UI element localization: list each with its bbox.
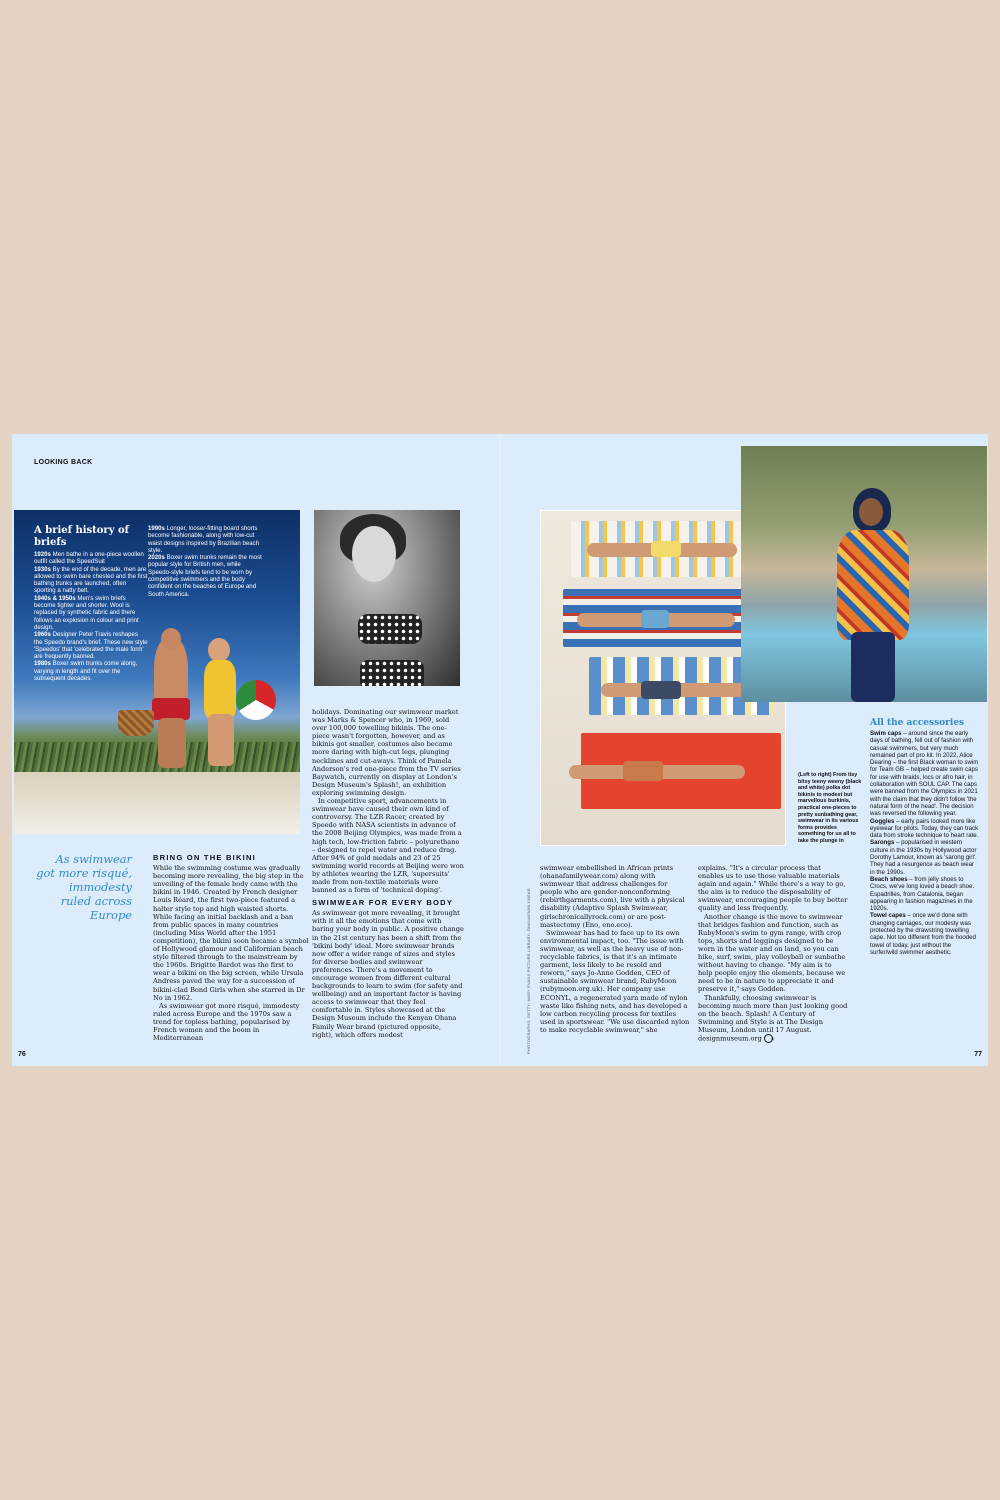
accessories-title: All the accessories: [870, 718, 965, 728]
history-entry: 1980s Boxer swim trunks come along, varying in length and fit over the subsequent decades.: [34, 660, 138, 683]
sand: [14, 772, 300, 834]
history-entry: 2020s Boxer swim trunks remain the most popular style for British men, while Speedo-style briefs tend to be worn by competitive swimmers and the body confident on the beaches of Europe and South America.: [148, 554, 262, 598]
history-entry: 1930s By the end of the decade, men are allowed to swim bare chested and the first bathing trunks are launched, often sporting a natty belt.: [34, 565, 148, 595]
dune-grass: [14, 742, 300, 772]
accessory-item: Swim caps – around since the early days of bathing, fell out of fashion with casual swimmers, but very much remained part of pro kit. In 2022, Alice Dearing – the first Black woman to swim for Team GB – helped create swim caps for use with braids, locs or afro hair, in collaboration with SOUL CAP. The caps were banned from the Olympics in 2021 with the claim that they didn't follow 'the natural form of the head'. The decision was reversed the following year.: [870, 730, 979, 818]
subhead-every-body: SWIMWEAR FOR EVERY BODY: [312, 898, 454, 908]
man-legs: [158, 718, 186, 768]
history-entry: 1960s Designer Peter Travis reshapes the Speedo brand's brief. These new style 'Speedos' that 'celebrated the male form' are frequently banned.: [34, 631, 148, 661]
beach-ball: [236, 680, 276, 720]
magazine-spread: [12, 434, 988, 1066]
spine-gutter: [499, 434, 501, 1066]
pull-quote: As swimwear got more risqué, immodesty ruled across Europe: [36, 852, 132, 922]
polka-dot-top: [358, 614, 422, 644]
accessory-item: Goggles – early pairs looked more like eyewear for pilots. Today, they can track data from stroke technique to heart rate.: [870, 817, 979, 840]
history-entry: 1990s Longer, looser-fitting board shorts become fashionable, along with low-cut waist designs inspired by Brazilian beach style.: [148, 525, 260, 554]
article-column-3: [540, 864, 690, 1034]
leggings: [851, 632, 895, 702]
man-head: [161, 628, 181, 650]
swimsuit: [651, 541, 681, 557]
burkini-photo: [741, 446, 987, 702]
red-trunks: [152, 698, 190, 720]
photo-caption: (Left to right) From itsy bitsy teeny weeny (black and white) polka dot bikinis to modest but marvellous burkinis, practical one-pieces to pretty sunbathing gear, swimwear in its various forms provides something for us all to take the plunge in: [798, 772, 862, 844]
accessory-item: Beach shoes – from jelly shoes to Crocs, we've long loved a beach shoe. Espadrilles, from Catalonia, began appearing in fashion magazines in the 1920s.: [870, 875, 975, 913]
paragraph: As swimwear got more risqué, immodesty ruled across Europe and the 1970s saw a trend for topless bathing, popularised by French women and the boom in Mediterranean: [153, 1001, 300, 1043]
accessory-item: Towel capes – once we'd done with changing carriages, our modesty was protected by the drawstring towelling cape. Not too different from the hooded towel of today, just without the surfer/wild swimmer aesthetic.: [870, 912, 976, 956]
polka-dot-bikini-photo: [314, 510, 460, 686]
swimsuit: [623, 761, 663, 781]
page-number-right: 77: [974, 1051, 982, 1058]
yellow-swimsuit: [204, 660, 236, 718]
picnic-basket: [118, 710, 154, 736]
history-entry: 1940s & 1950s Men's swim briefs become tighter and shorter. Wool is replaced by synthetic fabric and there follows an explosion in colour and print design.: [34, 594, 139, 631]
paragraph: Another change is the move to swimwear that bridges fashion and function, such as RubyMoon's swim to gym range, with crop tops, shorts and leggings designed to be worn in the water and on land, so you can hike, surf, swim, play volleyball or sunbathe without having to change. "My aim is to help people enjoy the elements, because we need to be in nature to appreciate it and preserve it," says Godden.: [698, 912, 846, 994]
patterned-tunic: [837, 530, 909, 640]
paragraph: While the swimming costume was gradually becoming more revealing, the big step in the unveiling of the female body came with the bikini in 1946. Created by French designer Louis Réard, the first two-piece featured a halter style top and high waisted shorts. While facing an initial backlash and a ban from public spaces in many countries (including Miss World after the 1951 competition), the bikini soon became a symbol of Hollywood glamour and Californian beach style filtered through to the mainstream by the 1960s. Brigitte Bardot was the first to wear a bikini on the big screen, while Ursula Andress paved the way for a succession of bikini-clad Bond Girls when she starred in Dr No in 1962.: [153, 864, 309, 1002]
polka-dot-bottom: [360, 660, 424, 686]
paragraph: swimwear embellished in African prints (ohanafamilywear.com) along with swimwear that address challenges for people who are gender-nonconforming (rebirthgarments.com), live with a physical disability (Adaptive Splash Swimwear, girlschronicallyrock.com) or are post-mastectomy (Eno, eno.eco).: [540, 864, 685, 929]
accessory-item: Sarongs – popularised in western culture in the 1930s by Hollywood actor Dorothy Lamour, known as 'sarong girl'. They had a resurgence as beach wear in the 1990s.: [870, 839, 977, 876]
end-mark-icon: ◎: [764, 1034, 773, 1043]
paragraph: Thankfully, choosing swimwear is becoming much more than just looking good on the beach. Splash! A Century of Swimming and Style is at The Design Museum, London until 17 August. designmuseum.org ◎: [698, 993, 848, 1043]
history-column-b: [148, 525, 262, 598]
history-title: A brief history of briefs: [34, 525, 129, 548]
swimsuit: [641, 610, 669, 628]
paragraph: As swimwear got more revealing, it brought with it all the emotions that come with baring your body in public. A positive change in the 21st century has been a shift from the 'bikini body' ideal. More swimwear brands now offer a wider range of sizes and styles for diverse bodies and swimwear preferences. There's a movement to encourage women from different cultural backgrounds to learn to swim (for safety and wellbeing) and an important factor is having access to swimwear that they feel comfortable in. Styles showcased at the Design Museum include the Kenyan Ohana Family Wear brand (pictured opposite, right), which offers modest: [312, 909, 464, 1039]
paragraph: explains. "It's a circular process that enables us to use those valuable materials again and again." While there's a way to go, the aim is to reduce the disposability of swimwear, encouraging people to buy better quality and less frequently.: [698, 864, 848, 913]
woman-legs: [208, 714, 234, 766]
subhead-bikini: BRING ON THE BIKINI: [153, 853, 256, 862]
paragraph: holidays. Dominating our swimwear market was Marks & Spencer who, in 1969, sold over 100,000 towelling bikinis. The one-piece wasn't forgotten, however, and as bikinis got smaller, costumes also became more daring with high-cut legs, plunging necklines and cut-aways. Think of Pamela Anderson's red one-piece from the TV series Baywatch, currently on display at London's Design Museum's Splash!, an exhibition exploring swimming design.: [312, 708, 461, 797]
section-label: LOOKING BACK: [34, 459, 93, 466]
paragraph: In competitive sport, advancements in swimwear have caused their own kind of controversy. The LZR Racer, created by Speedo with NASA scientists in advance of the 2008 Beijing Olympics, was made from a high tech, low-friction fabric – polyurethane – designed to repel water and reduce drag. After 94% of gold medals and 23 of 25 swimming world records at Beijing were won by athletes wearing the LZR, 'supersuits' made from non-textile materials were banned as a form of 'technical doping'.: [312, 797, 464, 895]
article-column-2: [312, 708, 464, 1039]
accessories-box: [870, 718, 980, 956]
history-entry: 1920s Men bathe in a one-piece woollen outfit called the SpeedSuit: [34, 551, 144, 566]
page-number-left: 76: [18, 1051, 26, 1058]
photo-credit: PHOTOGRAPHS: GETTY; MARY EVANS PICTURE LIBRARY; OHANAFAMILYWEAR: [526, 888, 531, 1054]
article-column-4: [698, 864, 848, 1043]
paragraph: Swimwear has had to face up to its own environmental impact, too. "The issue with swimwear, as well as the heavy use of non-recyclable fabrics, is that it's an intimate garment, less likely to be resold and reworn," says Jo-Anne Godden, CEO of sustainable swimwear brand, RubyMoon (rubymoon.org.uk). Her company use ECONYL, a regenerated yarn made of nylon waste like fishing nets, and has developed a low carbon recycling process for textiles used in sportswear. "We use discarded nylon to make recyclable swimwear," she: [540, 928, 690, 1034]
swimsuit: [641, 681, 681, 699]
face: [859, 498, 883, 526]
history-column-a: [34, 525, 148, 683]
woman-head: [208, 638, 230, 662]
article-column-1: [153, 854, 309, 1042]
face: [352, 526, 396, 582]
